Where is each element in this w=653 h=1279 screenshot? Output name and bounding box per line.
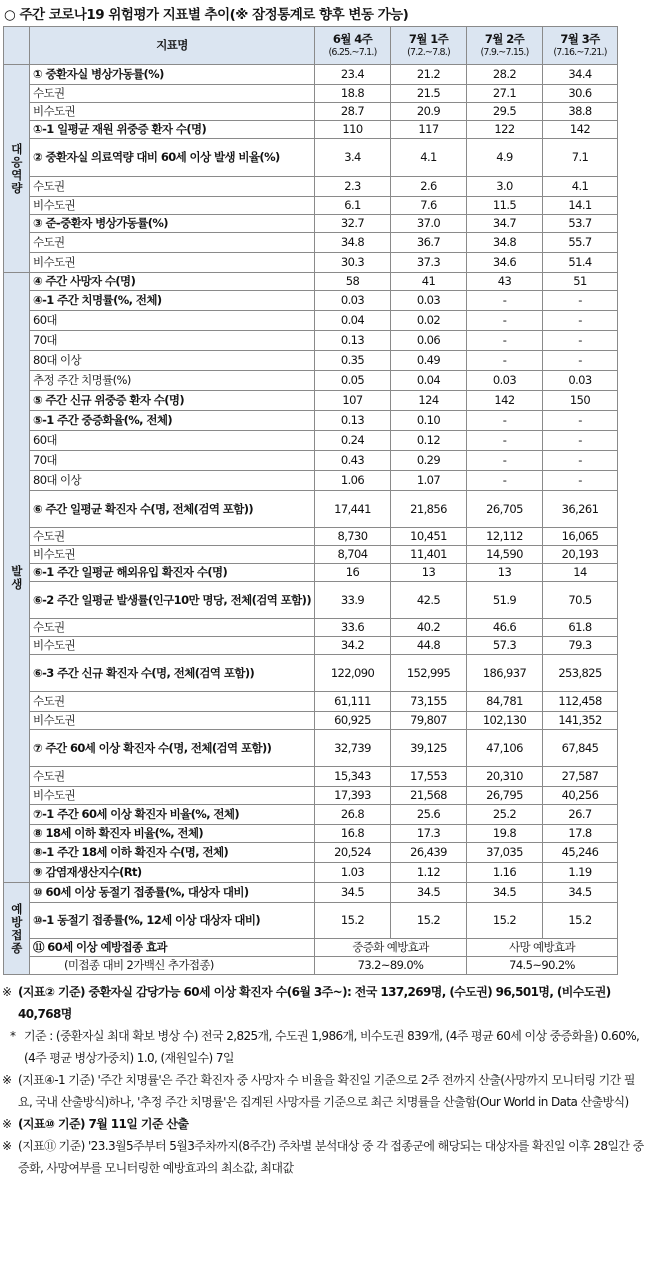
indicator-value: 43 <box>467 273 543 291</box>
indicator-value: 1.12 <box>391 863 467 883</box>
indicator-label: 60대 <box>30 431 315 451</box>
indicator-value: 0.10 <box>391 411 467 431</box>
indicator-value: - <box>543 411 618 431</box>
indicator-value: 0.05 <box>315 371 391 391</box>
indicator-value: 186,937 <box>467 655 543 692</box>
indicator-value: - <box>543 331 618 351</box>
efficacy-severe-label: 중증화 예방효과 <box>315 939 467 957</box>
indicator-value: 0.49 <box>391 351 467 371</box>
indicator-value: 4.1 <box>391 139 467 177</box>
indicator-label: 수도권 <box>30 619 315 637</box>
indicator-value: 0.13 <box>315 411 391 431</box>
table-header-row <box>4 27 618 65</box>
indicator-value: 61.8 <box>543 619 618 637</box>
indicator-value: 16,065 <box>543 528 618 546</box>
week-name: 6월 4주 <box>332 31 373 46</box>
indicator-label: 수도권 <box>30 177 315 197</box>
indicator-label: 70대 <box>30 451 315 471</box>
indicator-value: 253,825 <box>543 655 618 692</box>
indicator-value: 152,995 <box>391 655 467 692</box>
indicator-value: 13 <box>391 564 467 582</box>
indicator-value: 16 <box>315 564 391 582</box>
indicator-value: 36.7 <box>391 233 467 253</box>
indicator-value: 57.3 <box>467 637 543 655</box>
indicator-label: ⑧-1 주간 18세 이하 확진자 수(명, 전체) <box>30 843 315 863</box>
table-row <box>4 843 618 863</box>
indicator-label: ⑥-2 주간 일평균 발생률(인구10만 명당, 전체(검역 포함)) <box>30 582 315 619</box>
indicator-value: 25.6 <box>391 805 467 825</box>
indicator-value: 7.1 <box>543 139 618 177</box>
indicator-value: 26,795 <box>467 787 543 805</box>
table-row <box>4 139 618 177</box>
indicator-value: 79.3 <box>543 637 618 655</box>
indicator-value: 33.6 <box>315 619 391 637</box>
indicator-label: ⑩-1 동절기 접종률(%, 12세 이상 대상자 대비) <box>30 903 315 939</box>
indicator-value: 14.1 <box>543 197 618 215</box>
efficacy-sublabel: (미접종 대비 2가백신 추가접종) <box>30 957 315 975</box>
table-row <box>4 411 618 431</box>
indicator-label: ⑩ 60세 이상 동절기 접종률(%, 대상자 대비) <box>30 883 315 903</box>
indicator-value: 40,256 <box>543 787 618 805</box>
indicator-label: 비수도권 <box>30 103 315 121</box>
indicator-value: 34.7 <box>467 215 543 233</box>
indicator-value: 15,343 <box>315 767 391 787</box>
indicator-value: 30.3 <box>315 253 391 273</box>
indicator-label: 추정 주간 치명률(%) <box>30 371 315 391</box>
indicator-label: 수도권 <box>30 528 315 546</box>
indicator-value: 53.7 <box>543 215 618 233</box>
indicator-label: ⑦-1 주간 60세 이상 확진자 비율(%, 전체) <box>30 805 315 825</box>
table-row <box>4 331 618 351</box>
table-row <box>4 546 618 564</box>
indicator-value: 0.03 <box>543 371 618 391</box>
table-row <box>4 273 618 291</box>
table-row <box>4 692 618 712</box>
indicator-value: - <box>543 311 618 331</box>
table-row <box>4 311 618 331</box>
indicator-value: 142 <box>543 121 618 139</box>
indicator-value: 11,401 <box>391 546 467 564</box>
indicator-value: 2.3 <box>315 177 391 197</box>
indicator-value: 61,111 <box>315 692 391 712</box>
indicator-value: 0.12 <box>391 431 467 451</box>
indicator-value: 20,310 <box>467 767 543 787</box>
indicator-value: 6.1 <box>315 197 391 215</box>
header-corner <box>4 27 30 65</box>
indicator-label: 80대 이상 <box>30 351 315 371</box>
header-indicator-label: 지표명 <box>30 27 315 65</box>
indicator-value: 21.5 <box>391 85 467 103</box>
indicator-value: 1.16 <box>467 863 543 883</box>
table-row <box>4 431 618 451</box>
table-row <box>4 351 618 371</box>
footnotes <box>2 981 648 1179</box>
indicator-value: 124 <box>391 391 467 411</box>
note-icu-capacity: ※ (지표② 기준) 중환자실 감당가능 60세 이상 확진자 수(6월 3주~): 전국 137,269명, (수도권) 96,501명, (비수도권) 40,768명 <box>2 985 611 1021</box>
indicator-value: 1.03 <box>315 863 391 883</box>
indicator-value: 38.8 <box>543 103 618 121</box>
indicator-value: 20,524 <box>315 843 391 863</box>
table-row <box>4 291 618 311</box>
indicator-value: 0.03 <box>391 291 467 311</box>
indicator-value: 122,090 <box>315 655 391 692</box>
table-row <box>4 491 618 528</box>
indicator-label: 수도권 <box>30 85 315 103</box>
indicator-label: ⑨ 감염재생산지수(Rt) <box>30 863 315 883</box>
indicator-value: - <box>467 471 543 491</box>
indicator-label: ⑤ 주간 신규 위중증 환자 수(명) <box>30 391 315 411</box>
indicator-value: - <box>543 431 618 451</box>
table-row <box>4 883 618 903</box>
indicator-value: 150 <box>543 391 618 411</box>
indicator-value: 26.8 <box>315 805 391 825</box>
table-row <box>4 253 618 273</box>
efficacy-label: ⑪ 60세 이상 예방접종 효과 <box>30 939 315 957</box>
table-row <box>4 730 618 767</box>
indicator-value: 29.5 <box>467 103 543 121</box>
indicator-label: ⑤-1 주간 중증화율(%, 전체) <box>30 411 315 431</box>
indicator-value: 21.2 <box>391 65 467 85</box>
indicator-label: 비수도권 <box>30 197 315 215</box>
indicator-label: 비수도권 <box>30 712 315 730</box>
week-range: (7.16.~7.21.) <box>553 46 607 58</box>
indicator-value: 15.2 <box>315 903 391 939</box>
indicator-value: 2.6 <box>391 177 467 197</box>
indicator-value: 41 <box>391 273 467 291</box>
indicator-label: ⑥-3 주간 신규 확진자 수(명, 전체(검역 포함)) <box>30 655 315 692</box>
indicator-value: 17.3 <box>391 825 467 843</box>
indicator-value: 42.5 <box>391 582 467 619</box>
section-title: ○ 주간 코로나19 위험평가 지표별 추이(※ 잠정통계로 향후 변동 가능) <box>4 7 409 23</box>
indicator-value: 47,106 <box>467 730 543 767</box>
indicator-value: 26.7 <box>543 805 618 825</box>
indicator-value: 40.2 <box>391 619 467 637</box>
table-row <box>4 471 618 491</box>
indicator-value: 55.7 <box>543 233 618 253</box>
indicator-value: 0.13 <box>315 331 391 351</box>
indicator-label: 비수도권 <box>30 787 315 805</box>
indicator-value: 34.5 <box>315 883 391 903</box>
indicator-value: - <box>467 451 543 471</box>
indicator-value: 51 <box>543 273 618 291</box>
efficacy-severe-value: 73.2~89.0% <box>315 957 467 975</box>
indicator-label: ④ 주간 사망자 수(명) <box>30 273 315 291</box>
indicator-value: 0.06 <box>391 331 467 351</box>
indicator-value: 34.5 <box>391 883 467 903</box>
indicator-value: 28.2 <box>467 65 543 85</box>
indicator-value: - <box>543 451 618 471</box>
indicator-value: 10,451 <box>391 528 467 546</box>
indicator-value: 25.2 <box>467 805 543 825</box>
table-row <box>4 197 618 215</box>
table-row <box>4 957 618 975</box>
table-row <box>4 939 618 957</box>
table-row <box>4 233 618 253</box>
efficacy-death-value: 74.5~90.2% <box>467 957 618 975</box>
indicator-value: 14 <box>543 564 618 582</box>
week-name: 7월 1주 <box>408 31 449 46</box>
indicator-label: 수도권 <box>30 233 315 253</box>
note-fatality: ※ (지표④-1 기준) '주간 치명률'은 주간 확진자 중 사망자 수 비율을 확진일 기준으로 2주 전까지 산출(사망까지 모니터링 기간 필요, 국내 산출방식)하나, '추정 주간 치명률'은 집계된 사망자를 기준으로 최근 치명률을 산출함(Our World in Data 산출방식) <box>2 1073 635 1109</box>
indicator-value: 26,439 <box>391 843 467 863</box>
indicator-value: 37.3 <box>391 253 467 273</box>
table-row <box>4 85 618 103</box>
table-row <box>4 121 618 139</box>
indicator-value: 23.4 <box>315 65 391 85</box>
indicator-value: - <box>467 431 543 451</box>
indicator-label: 수도권 <box>30 692 315 712</box>
indicator-table <box>3 26 618 975</box>
indicator-value: 60,925 <box>315 712 391 730</box>
indicator-value: - <box>543 291 618 311</box>
indicator-value: 21,856 <box>391 491 467 528</box>
indicator-value: 84,781 <box>467 692 543 712</box>
table-row <box>4 712 618 730</box>
indicator-value: 18.8 <box>315 85 391 103</box>
indicator-value: 37,035 <box>467 843 543 863</box>
indicator-value: 122 <box>467 121 543 139</box>
indicator-value: - <box>467 291 543 311</box>
indicator-value: 17,441 <box>315 491 391 528</box>
note-vaccination: ※ (지표⑩ 기준) 7월 11일 기준 산출 <box>2 1117 189 1131</box>
indicator-value: 34.6 <box>467 253 543 273</box>
indicator-value: - <box>467 411 543 431</box>
table-row <box>4 825 618 843</box>
indicator-value: 0.02 <box>391 311 467 331</box>
indicator-value: 8,730 <box>315 528 391 546</box>
indicator-value: 0.03 <box>315 291 391 311</box>
week-range: (6.25.~7.1.) <box>328 46 377 58</box>
indicator-value: 0.24 <box>315 431 391 451</box>
indicator-value: 34.4 <box>543 65 618 85</box>
indicator-value: 11.5 <box>467 197 543 215</box>
indicator-value: 15.2 <box>543 903 618 939</box>
indicator-label: 비수도권 <box>30 546 315 564</box>
indicator-value: 13 <box>467 564 543 582</box>
efficacy-death-label: 사망 예방효과 <box>467 939 618 957</box>
indicator-value: 20.9 <box>391 103 467 121</box>
indicator-value: 32,739 <box>315 730 391 767</box>
indicator-value: 1.19 <box>543 863 618 883</box>
indicator-label: ② 중환자실 의료역량 대비 60세 이상 발생 비율(%) <box>30 139 315 177</box>
indicator-value: 0.29 <box>391 451 467 471</box>
indicator-label: 60대 <box>30 311 315 331</box>
header-week <box>543 27 618 65</box>
week-range: (7.2.~7.8.) <box>407 46 450 58</box>
note-criteria: * 기준 : (중환자실 최대 확보 병상 수) 전국 2,825개, 수도권 1,986개, 비수도권 839개, (4주 평균 60세 이상 중증화율) 0.60%, (4주 평균 병상가중치) 1.0, (재원일수) 7일 <box>10 1029 640 1065</box>
indicator-value: - <box>543 471 618 491</box>
indicator-value: 33.9 <box>315 582 391 619</box>
indicator-label: 70대 <box>30 331 315 351</box>
indicator-value: 7.6 <box>391 197 467 215</box>
table-row <box>4 65 618 85</box>
indicator-value: 15.2 <box>467 903 543 939</box>
indicator-value: 0.04 <box>315 311 391 331</box>
table-row <box>4 371 618 391</box>
header-week <box>315 27 391 65</box>
indicator-value: 30.6 <box>543 85 618 103</box>
category-prevention: 예 방 접 종 <box>4 883 30 975</box>
indicator-value: 19.8 <box>467 825 543 843</box>
indicator-value: 112,458 <box>543 692 618 712</box>
indicator-value: 45,246 <box>543 843 618 863</box>
indicator-label: 비수도권 <box>30 253 315 273</box>
table-row <box>4 655 618 692</box>
indicator-value: 34.8 <box>467 233 543 253</box>
indicator-value: 110 <box>315 121 391 139</box>
indicator-label: ③ 준-중환자 병상가동률(%) <box>30 215 315 233</box>
indicator-value: 27.1 <box>467 85 543 103</box>
header-week <box>391 27 467 65</box>
indicator-value: 51.9 <box>467 582 543 619</box>
indicator-value: 17,393 <box>315 787 391 805</box>
indicator-label: ④-1 주간 치명률(%, 전체) <box>30 291 315 311</box>
table-row <box>4 103 618 121</box>
indicator-label: ① 중환자실 병상가동률(%) <box>30 65 315 85</box>
table-row <box>4 767 618 787</box>
indicator-value: 17.8 <box>543 825 618 843</box>
table-row <box>4 903 618 939</box>
table-row <box>4 177 618 197</box>
indicator-value: - <box>467 351 543 371</box>
header-week <box>467 27 543 65</box>
indicator-value: 27,587 <box>543 767 618 787</box>
indicator-value: 39,125 <box>391 730 467 767</box>
table-row <box>4 582 618 619</box>
table-row <box>4 619 618 637</box>
indicator-label: ⑦ 주간 60세 이상 확진자 수(명, 전체(검역 포함)) <box>30 730 315 767</box>
indicator-value: 0.03 <box>467 371 543 391</box>
table-row <box>4 637 618 655</box>
indicator-value: 17,553 <box>391 767 467 787</box>
week-range: (7.9.~7.15.) <box>480 46 529 58</box>
indicator-value: 0.04 <box>391 371 467 391</box>
table-row <box>4 528 618 546</box>
indicator-value: 107 <box>315 391 391 411</box>
indicator-value: 26,705 <box>467 491 543 528</box>
indicator-value: 0.35 <box>315 351 391 371</box>
indicator-value: 21,568 <box>391 787 467 805</box>
note-efficacy: ※ (지표⑪ 기준) '23.3월5주부터 5월3주차까지(8주간) 주차별 분석대상 중 각 접종군에 해당되는 대상자를 확진일 이후 28일간 중증화, 사망여부를 모니터링한 예방효과의 최소값, 최대값 <box>2 1139 644 1175</box>
indicator-value: 44.8 <box>391 637 467 655</box>
table-row <box>4 863 618 883</box>
indicator-value: 51.4 <box>543 253 618 273</box>
table-row <box>4 451 618 471</box>
table-row <box>4 215 618 233</box>
indicator-value: 3.0 <box>467 177 543 197</box>
indicator-value: 46.6 <box>467 619 543 637</box>
indicator-value: - <box>543 351 618 371</box>
indicator-value: 58 <box>315 273 391 291</box>
indicator-value: 141,352 <box>543 712 618 730</box>
indicator-value: 4.9 <box>467 139 543 177</box>
indicator-value: 32.7 <box>315 215 391 233</box>
indicator-label: 수도권 <box>30 767 315 787</box>
indicator-value: 102,130 <box>467 712 543 730</box>
indicator-value: 1.06 <box>315 471 391 491</box>
indicator-value: 37.0 <box>391 215 467 233</box>
indicator-label: ⑥ 주간 일평균 확진자 수(명, 전체(검역 포함)) <box>30 491 315 528</box>
week-name: 7월 2주 <box>484 31 525 46</box>
indicator-value: 117 <box>391 121 467 139</box>
indicator-value: 1.07 <box>391 471 467 491</box>
indicator-value: 70.5 <box>543 582 618 619</box>
indicator-value: 15.2 <box>391 903 467 939</box>
indicator-value: 79,807 <box>391 712 467 730</box>
indicator-label: ⑥-1 주간 일평균 해외유입 확진자 수(명) <box>30 564 315 582</box>
indicator-value: 3.4 <box>315 139 391 177</box>
table-row <box>4 805 618 825</box>
indicator-value: 0.43 <box>315 451 391 471</box>
indicator-value: 34.8 <box>315 233 391 253</box>
indicator-value: 14,590 <box>467 546 543 564</box>
indicator-value: 28.7 <box>315 103 391 121</box>
indicator-label: ⑧ 18세 이하 확진자 비율(%, 전체) <box>30 825 315 843</box>
category-response: 대 응 역 량 <box>4 65 30 273</box>
indicator-value: 34.2 <box>315 637 391 655</box>
indicator-label: ①-1 일평균 재원 위중증 환자 수(명) <box>30 121 315 139</box>
indicator-value: 36,261 <box>543 491 618 528</box>
table-row <box>4 391 618 411</box>
indicator-value: 4.1 <box>543 177 618 197</box>
indicator-value: 142 <box>467 391 543 411</box>
category-occurrence: 발 생 <box>4 273 30 883</box>
week-name: 7월 3주 <box>560 31 600 46</box>
indicator-value: 67,845 <box>543 730 618 767</box>
indicator-value: 8,704 <box>315 546 391 564</box>
table-row <box>4 564 618 582</box>
indicator-value: 73,155 <box>391 692 467 712</box>
indicator-value: 20,193 <box>543 546 618 564</box>
indicator-value: 12,112 <box>467 528 543 546</box>
indicator-value: 16.8 <box>315 825 391 843</box>
table-row <box>4 787 618 805</box>
indicator-value: - <box>467 331 543 351</box>
indicator-value: - <box>467 311 543 331</box>
indicator-value: 34.5 <box>467 883 543 903</box>
indicator-value: 34.5 <box>543 883 618 903</box>
indicator-label: 비수도권 <box>30 637 315 655</box>
indicator-label: 80대 이상 <box>30 471 315 491</box>
